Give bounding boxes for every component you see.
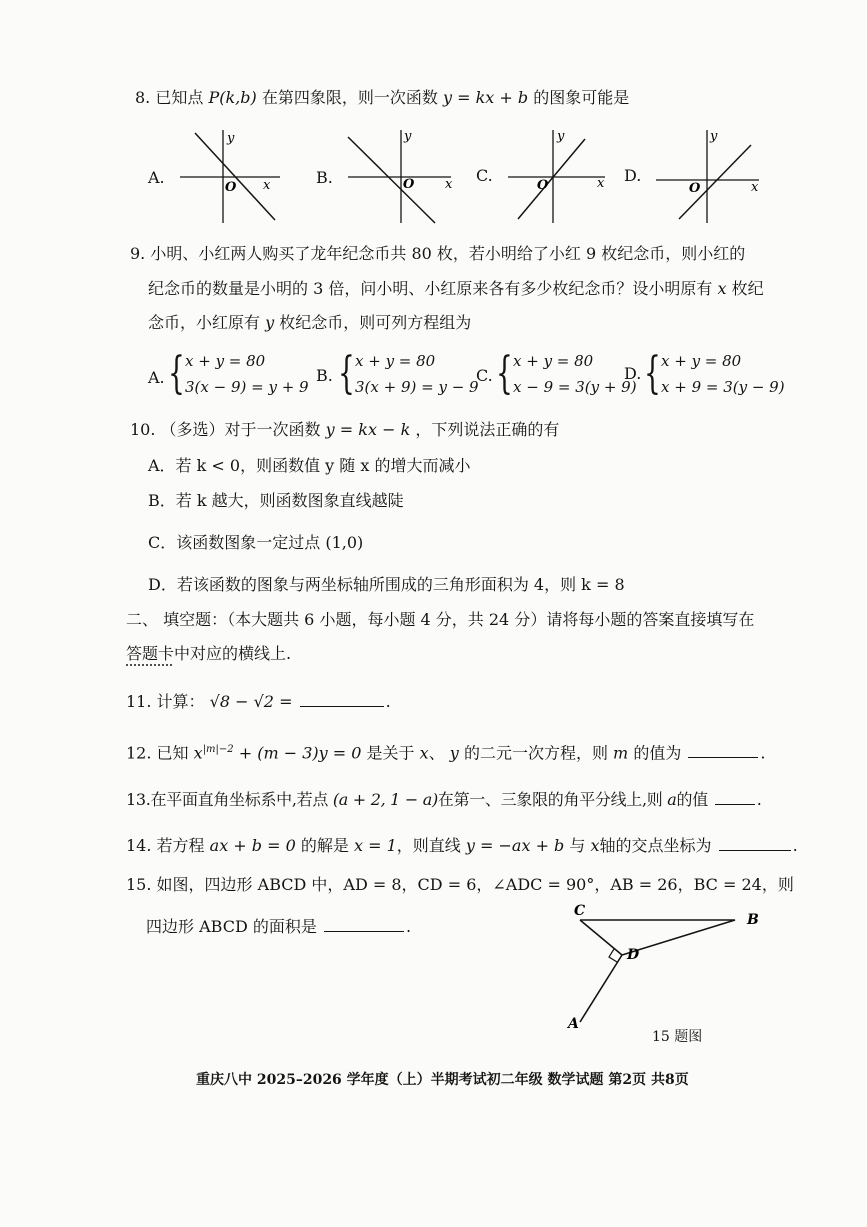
q9-option-b-label: B. <box>316 366 333 385</box>
q8-option-a-graph <box>175 125 295 225</box>
y-axis-label: y <box>404 129 412 144</box>
q10-option-b: B．若 k 越大，则函数图象直线越陡 <box>148 491 404 510</box>
q8-option-c-graph <box>503 125 613 225</box>
function-line <box>348 137 435 223</box>
q13-stem: 13.在平面直角坐标系中,若点 (a + 2, 1 − a)在第一、三象限的角平分线上,则 a的值 . <box>126 790 762 809</box>
q9-option-c-brace: { <box>496 348 513 399</box>
right-angle-mark <box>609 949 617 962</box>
q10-stem: 10. （多选）对于一次函数 y = kx − k ，下列说法正确的有 <box>130 420 560 439</box>
origin-label: O <box>537 178 549 193</box>
q9-option-c-label: C. <box>476 366 493 385</box>
q13-answer-blank[interactable] <box>715 804 755 805</box>
q10-option-d: D．若该函数的图象与两坐标轴所围成的三角形面积为 4，则 k = 8 <box>148 575 625 594</box>
q11-stem: 11. 计算： √8 − √2 = . <box>126 692 391 711</box>
q9-option-a-eq2: 3(x − 9) = y + 9 <box>185 378 309 396</box>
q14-answer-blank[interactable] <box>719 850 791 851</box>
q9-option-d-eq2: x + 9 = 3(y − 9) <box>661 378 785 396</box>
q9-option-a-label: A. <box>148 368 165 387</box>
side-cd <box>580 920 622 955</box>
x-axis-label: x <box>263 178 271 193</box>
q15-stem-line1: 15. 如图，四边形 ABCD 中，AD = 8，CD = 6，∠ADC = 90°，AB = 26，BC = 24，则 <box>126 875 794 894</box>
vertex-a-label: A <box>568 1016 579 1032</box>
q9-option-b-eq2: 3(x + 9) = y − 9 <box>355 378 479 396</box>
y-axis-label: y <box>227 131 235 146</box>
vertex-d-label: D <box>627 947 640 963</box>
q15-figure-caption: 15 题图 <box>652 1029 703 1045</box>
q9-stem-line3: 念币，小红原有 y 枚纪念币，则可列方程组为 <box>148 313 472 332</box>
x-axis-label: x <box>597 176 605 191</box>
page-footer: 重庆八中 2025–2026 学年度（上）半期考试初二年级 数学试题 第2页 共8页 <box>196 1072 689 1088</box>
q8-option-d-graph <box>651 125 766 225</box>
section2-heading-line1: 二、 填空题：（本大题共 6 小题，每小题 4 分，共 24 分）请将每小题的答案直接填写在 <box>126 610 755 629</box>
q9-option-c-eq1: x + y = 80 <box>513 352 594 370</box>
q9-option-d-brace: { <box>644 348 661 399</box>
section2-heading-line2: 答题卡中对应的横线上. <box>126 644 292 663</box>
q10-option-a: A．若 k < 0，则函数值 y 随 x 的增大而减小 <box>148 456 471 475</box>
q8-option-d-label: D. <box>624 166 642 185</box>
answer-card-emphasis: 答题卡 <box>126 644 175 663</box>
q9-option-a-eq1: x + y = 80 <box>185 352 266 370</box>
q9-option-b-eq1: x + y = 80 <box>355 352 436 370</box>
q8-option-a-label: A. <box>148 168 165 187</box>
q9-option-d-eq1: x + y = 80 <box>661 352 742 370</box>
q9-option-a-brace: { <box>168 348 185 399</box>
y-axis-label: y <box>557 129 565 144</box>
origin-label: O <box>225 180 237 195</box>
y-axis-label: y <box>710 129 718 144</box>
q9-stem-line1: 9. 小明、小红两人购买了龙年纪念币共 80 枚，若小明给了小红 9 枚纪念币，则小红的 <box>130 244 746 263</box>
q9-option-d-label: D. <box>624 364 642 383</box>
vertex-c-label: C <box>574 903 586 919</box>
q11-answer-blank[interactable] <box>300 706 384 707</box>
quadrilateral-outline <box>580 920 735 1022</box>
vertex-b-label: B <box>747 912 759 928</box>
q9-stem-line2: 纪念币的数量是小明的 3 倍，问小明、小红原来各有多少枚纪念币？设小明原有 x 枚纪 <box>148 279 764 298</box>
q15-answer-blank[interactable] <box>324 931 404 932</box>
q12-answer-blank[interactable] <box>688 757 758 758</box>
q9-option-b-brace: { <box>338 348 355 399</box>
q14-stem: 14. 若方程 ax + b = 0 的解是 x = 1，则直线 y = −ax + b 与 x轴的交点坐标为 . <box>126 836 798 855</box>
q15-quadrilateral-figure <box>560 900 780 1040</box>
q8-stem: 8. 已知点 P(k,b) 在第四象限，则一次函数 y = kx + b 的图象可能是 <box>135 88 630 107</box>
q12-stem: 12. 已知 $x^{|m|-2} + (m - 3)y = 0$ 是关于 x、 y 的二元一次方程，则 m 的值为 . <box>126 743 766 763</box>
q8-option-b-graph <box>343 125 463 225</box>
origin-label: O <box>403 177 415 192</box>
x-axis-label: x <box>445 177 453 192</box>
q15-stem-line2: 四边形 ABCD 的面积是 . <box>146 917 412 936</box>
x-axis-label: x <box>751 180 759 195</box>
q8-option-b-label: B. <box>316 168 333 187</box>
origin-label: O <box>689 181 701 196</box>
q8-option-c-label: C. <box>476 166 493 185</box>
q9-option-c-eq2: x − 9 = 3(y + 9) <box>513 378 637 396</box>
function-line <box>518 139 585 219</box>
q10-option-c: C．该函数图象一定过点 (1,0) <box>148 533 364 552</box>
